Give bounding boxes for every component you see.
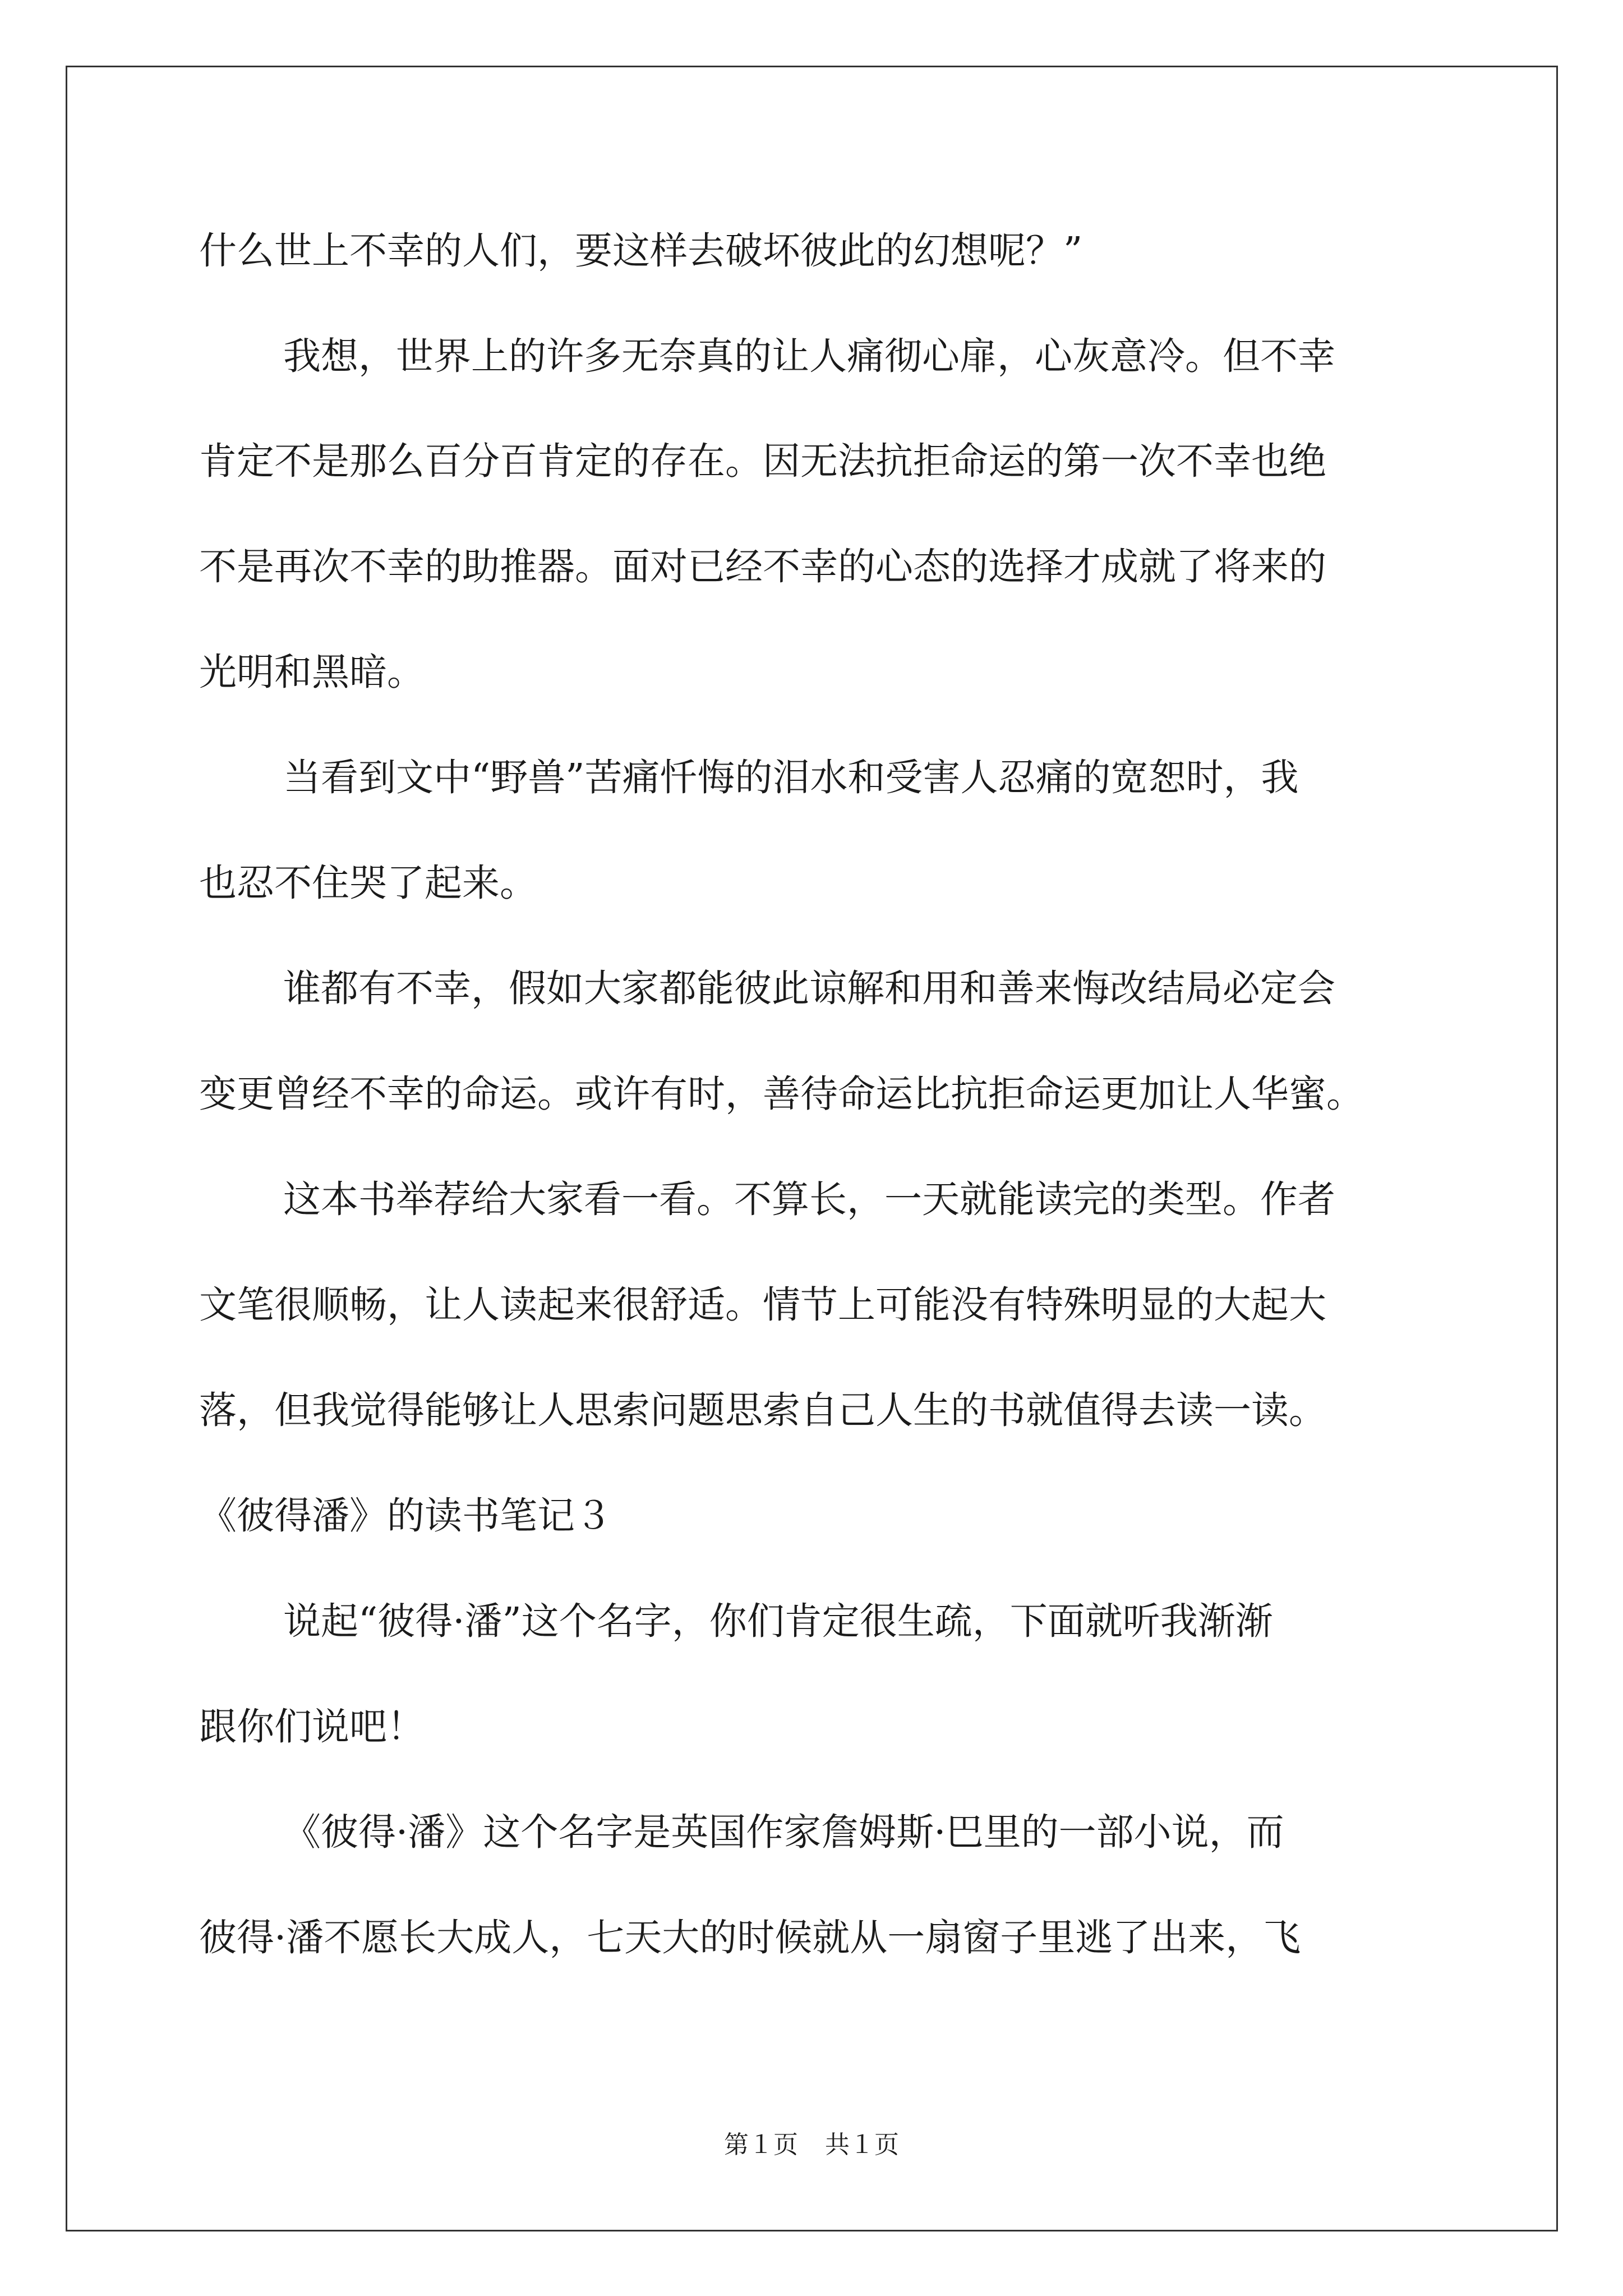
paragraph-line: 谁都有不幸，假如大家都能彼此谅解和用和善来悔改结局必定会 (283, 967, 1335, 1010)
paragraph-line: 说起“彼得·潘”这个名字，你们肯定很生疏，下面就听我渐渐 (283, 1599, 1273, 1643)
section-heading: 《彼得潘》的读书笔记３ (199, 1494, 612, 1538)
page-number: 第１页 (724, 2131, 798, 2159)
paragraph-line: 也忍不住哭了起来。 (199, 861, 537, 905)
paragraph-line: 文笔很顺畅，让人读起来很舒适。情节上可能没有特殊明显的大起大 (199, 1283, 1326, 1327)
paragraph-line: 我想，世界上的许多无奈真的让人痛彻心扉，心灰意冷。但不幸 (283, 334, 1335, 378)
paragraph-line: 这本书举荐给大家看一看。不算长，一天就能读完的类型。作者 (283, 1177, 1335, 1221)
paragraph-line: 变更曾经不幸的命运。或许有时，善待命运比抗拒命运更加让人华蜜。 (199, 1072, 1364, 1116)
paragraph-line: 彼得·潘不愿长大成人，七天大的时候就从一扇窗子里逃了出来，飞 (199, 1916, 1301, 1959)
paragraph-line: 什么世上不幸的人们，要这样去破坏彼此的幻想呢？” (199, 229, 1083, 273)
paragraph-line: 《彼得·潘》这个名字是英国作家詹姆斯·巴里的一部小说，而 (283, 1810, 1284, 1854)
page-footer (0, 2129, 1623, 2161)
paragraph-line: 肯定不是那么百分百肯定的存在。因无法抗拒命运的第一次不幸也绝 (199, 439, 1326, 483)
paragraph-line: 光明和黑暗。 (199, 650, 425, 694)
page-total: 共１页 (825, 2131, 899, 2159)
paragraph-line: 不是再次不幸的助推器。面对已经不幸的心态的选择才成就了将来的 (199, 545, 1326, 588)
page-border (66, 66, 1558, 2231)
paragraph-line: 当看到文中“野兽”苦痛忏悔的泪水和受害人忍痛的宽恕时，我 (283, 756, 1299, 799)
paragraph-line: 落，但我觉得能够让人思索问题思索自己人生的书就值得去读一读。 (199, 1388, 1326, 1432)
paragraph-line: 跟你们说吧！ (199, 1705, 425, 1749)
